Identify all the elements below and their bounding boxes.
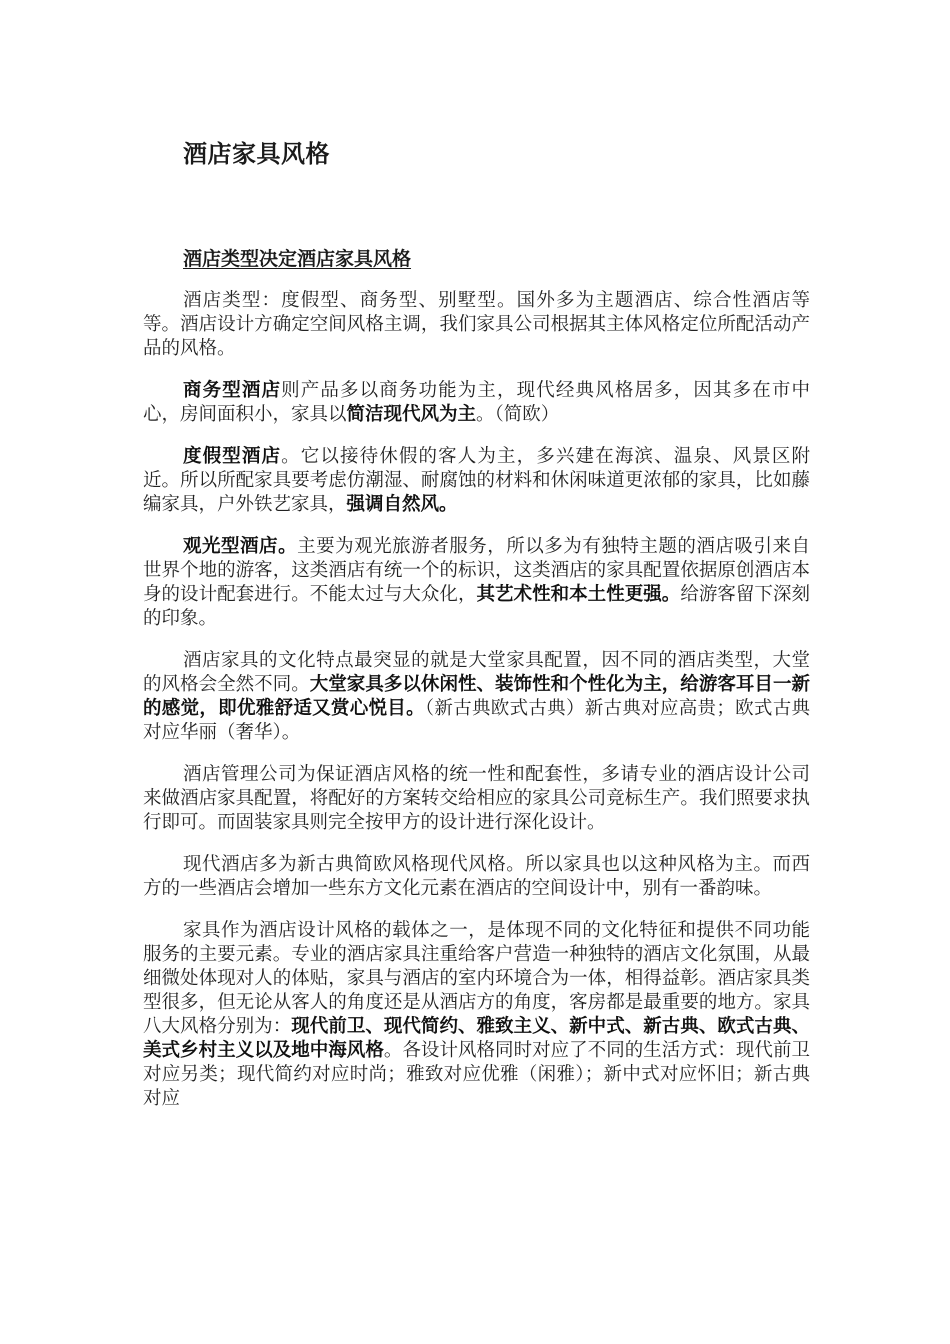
paragraph-text: 。它以接待休假的客人为主，多兴建在海滨、温泉、风景区附近。所以所配家具要考虑仿潮湿、耐腐蚀的材料和休闲味道更浓郁的家具，比如藤编家具，户外铁艺家具， bbox=[143, 446, 810, 515]
paragraph-text: 。各设计风格同时对应了不同的生活方式：现代前卫对应另类；现代简约对应时尚；雅致对应优雅（闲雅）；新中式对应怀旧；新古典对应 bbox=[143, 1040, 810, 1109]
paragraph bbox=[143, 535, 810, 631]
paragraph-text: 则产品多以商务功能为主，现代经典风格居多，因其多在市中心，房间面积小，家具以 bbox=[143, 380, 810, 425]
paragraph-text: 酒店类型：度假型、商务型、别墅型。国外多为主题酒店、综合性酒店等等。酒店设计方确定空间风格主调，我们家具公司根据其主体风格定位所配活动产品的风格。 bbox=[143, 290, 810, 359]
paragraph bbox=[143, 649, 810, 745]
paragraph-text: （新古典欧式古典）新古典对应高贵；欧式古典对应华丽（奢华）。 bbox=[143, 698, 810, 743]
paragraph bbox=[143, 289, 810, 361]
paragraph-text: 给游客留下深刻的印象。 bbox=[143, 584, 810, 629]
paragraph-text: 主要为观光旅游者服务，所以多为有独特主题的酒店吸引来自世界个地的游客，这类酒店有统一个的标识，这类酒店的家具配置依据原创酒店本身的设计配套进行。不能太过与大众化， bbox=[143, 536, 810, 605]
paragraph bbox=[143, 853, 810, 901]
paragraph bbox=[143, 379, 810, 427]
document-body bbox=[143, 289, 810, 1129]
document-title: 酒店家具风格 bbox=[183, 139, 330, 168]
paragraph-text: 家具作为酒店设计风格的载体之一，是体现不同的文化特征和提供不同功能服务的主要元素。专业的酒店家具注重给客户营造一种独特的酒店文化氛围，从最细微处体现对人的体贴，家具与酒店的室内环境合为一体，相得益彰。酒店家具类型很多，但无论从客人的角度还是从酒店方的角度，客房都是最重要的地方。家具八大风格分别为： bbox=[143, 920, 810, 1037]
paragraph-text: 现代酒店多为新古典简欧风格现代风格。所以家具也以这种风格为主。而西方的一些酒店会增加一些东方文化元素在酒店的空间设计中，别有一番韵味。 bbox=[143, 854, 810, 899]
bold-text: 商务型酒店 bbox=[183, 380, 282, 401]
paragraph bbox=[143, 763, 810, 835]
bold-text: 简洁现代风为主 bbox=[346, 404, 477, 425]
bold-text: 度假型酒店 bbox=[183, 446, 282, 467]
bold-text: 观光型酒店。 bbox=[183, 536, 298, 557]
section-heading: 酒店类型决定酒店家具风格 bbox=[183, 248, 412, 270]
bold-text: 大堂家具多以休闲性、装饰性和个性化为主，给游客耳目一新的感觉，即优雅舒适又赏心悦目。 bbox=[143, 674, 810, 719]
paragraph-text: 酒店家具的文化特点最突显的就是大堂家具配置，因不同的酒店类型，大堂的风格会全然不同。 bbox=[143, 650, 810, 695]
bold-text: 其艺术性和本土性更强。 bbox=[476, 584, 681, 605]
paragraph-text: 酒店管理公司为保证酒店风格的统一性和配套性，多请专业的酒店设计公司来做酒店家具配置，将配好的方案转交给相应的家具公司竞标生产。我们照要求执行即可。而固装家具则完全按甲方的设计进行深化设计。 bbox=[143, 764, 810, 833]
bold-text: 现代前卫、现代简约、雅致主义、新中式、新古典、欧式古典、美式乡村主义以及地中海风格 bbox=[143, 1016, 810, 1061]
paragraph-text: 。（简欧） bbox=[476, 404, 560, 425]
paragraph bbox=[143, 919, 810, 1111]
bold-text: 强调自然风。 bbox=[346, 494, 458, 515]
paragraph bbox=[143, 445, 810, 517]
